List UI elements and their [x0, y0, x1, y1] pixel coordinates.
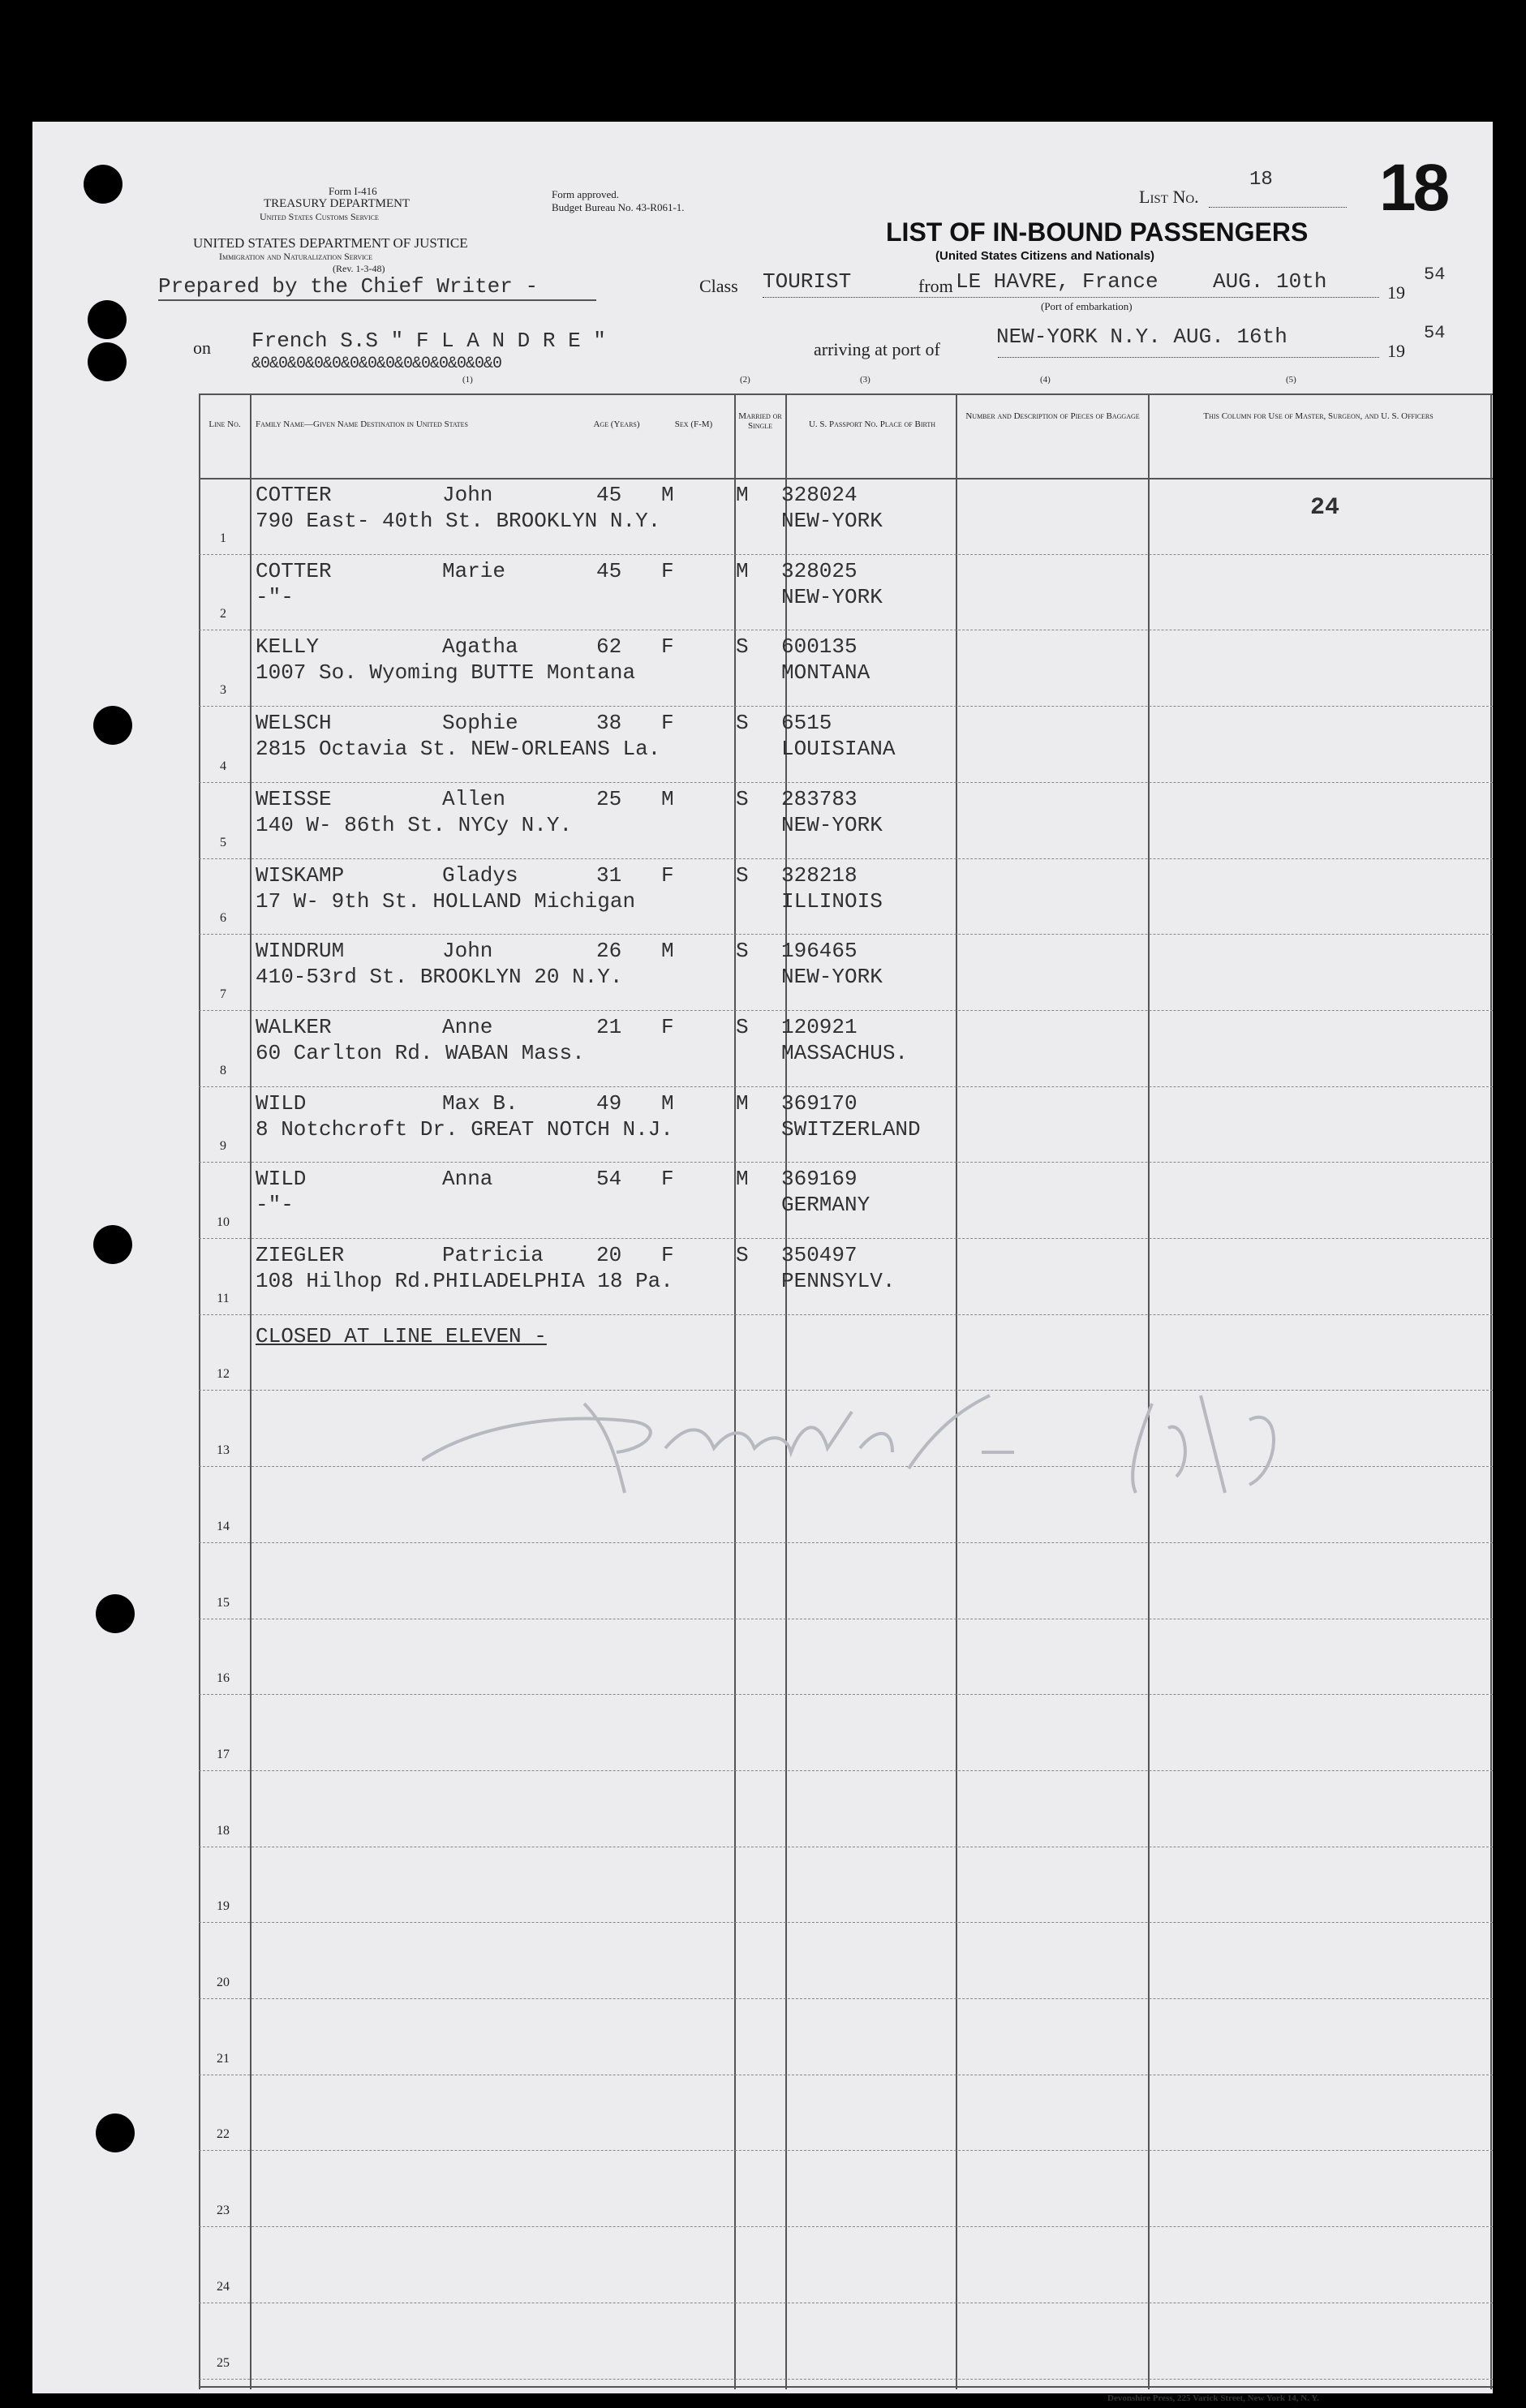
passenger-given-name: Marie [442, 558, 506, 583]
col-num-2: (2) [740, 375, 750, 385]
officer-note: 24 [1310, 494, 1340, 522]
line-number: 23 [217, 2204, 230, 2218]
punch-hole [84, 165, 123, 204]
passenger-passport: 328218 [781, 862, 858, 888]
table-top-border [199, 393, 1493, 395]
from-label: from [918, 276, 953, 296]
passenger-marital-status: S [736, 939, 749, 964]
year-prefix-1: 19 [1387, 282, 1405, 303]
passenger-sex: F [661, 634, 674, 660]
passenger-family-name: COTTER [256, 558, 332, 583]
form-subtitle: (United States Citizens and Nationals) [935, 249, 1155, 263]
passenger-birthplace: MONTANA [781, 660, 870, 686]
class-value: TOURIST [763, 269, 852, 294]
passenger-age: 25 [596, 786, 622, 811]
passenger-given-name: Patricia [442, 1243, 544, 1267]
passenger-sex: F [661, 1243, 674, 1267]
budget-bureau: Budget Bureau No. 43-R061-1. [552, 201, 685, 213]
line-number: 22 [217, 2127, 230, 2142]
passenger-sex: M [661, 1090, 674, 1116]
embarkation-label: (Port of embarkation) [1041, 300, 1133, 312]
passenger-sex: M [661, 786, 674, 811]
passenger-destination: 108 Hilhop Rd.PHILADELPHIA 18 Pa. [256, 1269, 673, 1293]
line-number: 13 [217, 1443, 230, 1458]
treasury-dept: TREASURY DEPARTMENT [264, 197, 411, 210]
passenger-passport: 120921 [781, 1014, 858, 1039]
passenger-destination: 8 Notchcroft Dr. GREAT NOTCH N.J. [256, 1116, 673, 1142]
passenger-birthplace: NEW-YORK [781, 812, 883, 837]
row-separator [199, 2379, 1493, 2380]
line-number: 16 [217, 1671, 230, 1686]
form-title: LIST OF IN-BOUND PASSENGERS [886, 217, 1309, 247]
line-number: 5 [220, 835, 226, 849]
line-number: 7 [220, 987, 226, 1001]
row-separator [199, 1542, 1493, 1544]
passenger-given-name: Anna [442, 1167, 493, 1192]
passenger-sex: F [661, 1167, 674, 1192]
passenger-family-name: KELLY [256, 634, 320, 660]
row-separator [199, 1922, 1493, 1924]
punch-hole [88, 300, 127, 339]
punch-hole [88, 342, 127, 381]
passenger-destination: 17 W- 9th St. HOLLAND Michigan [256, 888, 636, 914]
header-married: Married or Single [738, 411, 782, 431]
form-approved: Form approved. [552, 188, 620, 200]
row-separator [199, 2150, 1493, 2152]
passenger-age: 20 [596, 1243, 622, 1267]
prepared-by: Prepared by the Chief Writer - [158, 274, 539, 299]
prepared-underline [158, 299, 596, 301]
row-separator [199, 1847, 1493, 1848]
passenger-age: 31 [596, 862, 622, 888]
passenger-family-name: WISKAMP [256, 862, 345, 888]
row-separator [199, 1619, 1493, 1620]
row-separator [199, 1694, 1493, 1696]
row-separator [199, 2226, 1493, 2228]
passenger-given-name: Anne [442, 1014, 493, 1039]
list-no-large: 18 [1379, 151, 1447, 225]
line-number: 25 [217, 2355, 230, 2370]
passenger-age: 21 [596, 1014, 622, 1039]
header-bottom-border [199, 478, 1493, 479]
passenger-sex: M [661, 483, 674, 507]
line-number: 15 [217, 1595, 230, 1610]
passenger-birthplace: ILLINOIS [781, 888, 883, 914]
row-separator [199, 858, 1493, 860]
passenger-destination: 60 Carlton Rd. WABAN Mass. [256, 1040, 585, 1065]
passenger-age: 49 [596, 1090, 622, 1116]
passenger-marital-status: M [736, 1167, 749, 1192]
passenger-marital-status: S [736, 711, 749, 736]
list-no-underline [1209, 207, 1347, 208]
passenger-age: 45 [596, 558, 622, 583]
form-number: Form I-416 [329, 185, 377, 197]
passenger-given-name: John [442, 483, 493, 507]
justice-dept: UNITED STATES DEPARTMENT OF JUSTICE [193, 235, 468, 251]
row-separator [199, 554, 1493, 556]
punch-hole [93, 1225, 132, 1264]
row-separator [199, 1998, 1493, 2000]
passenger-marital-status: S [736, 1014, 749, 1039]
passenger-family-name: ZIEGLER [256, 1243, 345, 1267]
line-number: 20 [217, 1976, 230, 1989]
passenger-birthplace: NEW-YORK [781, 584, 883, 609]
passenger-destination: 1007 So. Wyoming BUTTE Montana [256, 660, 636, 686]
passenger-marital-status: M [736, 483, 749, 507]
punch-hole [96, 2113, 135, 2152]
printer-imprint: Devonshire Press, 225 Varick Street, New York 14, N. Y. [1107, 2393, 1319, 2403]
passenger-given-name: John [442, 939, 493, 964]
passenger-age: 62 [596, 634, 622, 660]
row-separator [199, 934, 1493, 935]
passenger-family-name: WILD [256, 1167, 307, 1192]
line-number: 9 [220, 1139, 226, 1154]
line-number: 21 [217, 2051, 230, 2066]
year-prefix-2: 19 [1387, 341, 1405, 361]
col-num-4: (4) [1040, 375, 1051, 385]
col-num-5: (5) [1286, 375, 1296, 385]
row-separator [199, 1162, 1493, 1163]
passenger-given-name: Gladys [442, 862, 518, 888]
from-value: LE HAVRE, France [956, 269, 1158, 294]
passenger-family-name: COTTER [256, 483, 332, 507]
line-number: 4 [220, 759, 226, 773]
passenger-sex: F [661, 711, 674, 736]
passenger-destination: -"- [256, 1193, 294, 1218]
list-no-label: List No. [1139, 187, 1199, 207]
ins-service: Immigration and Naturalization Service [219, 251, 373, 262]
arriving-label: arriving at port of [814, 339, 940, 359]
passenger-family-name: WINDRUM [256, 939, 345, 964]
ship-name: French S.S " F L A N D R E " [251, 329, 606, 353]
passenger-sex: F [661, 558, 674, 583]
passenger-age: 45 [596, 483, 622, 507]
passenger-passport: 6515 [781, 711, 832, 736]
passenger-sex: M [661, 939, 674, 964]
row-separator [199, 1238, 1493, 1240]
line-number: 10 [217, 1215, 230, 1229]
passenger-passport: 328024 [781, 483, 858, 507]
passenger-family-name: WILD [256, 1090, 307, 1116]
passenger-passport: 369170 [781, 1090, 858, 1116]
passenger-marital-status: S [736, 786, 749, 811]
passenger-birthplace: NEW-YORK [781, 509, 883, 533]
arrival-year: 54 [1424, 323, 1446, 343]
passenger-family-name: WALKER [256, 1014, 332, 1039]
line-number: 8 [220, 1063, 226, 1077]
row-separator [199, 706, 1493, 707]
passenger-sex: F [661, 1014, 674, 1039]
passenger-given-name: Max B. [442, 1090, 518, 1116]
arrival-port: NEW-YORK N.Y. AUG. 16th [996, 325, 1287, 349]
line-number: 19 [217, 1899, 230, 1914]
list-no-value: 18 [1249, 169, 1273, 191]
line-number: 1 [220, 531, 226, 545]
class-label: Class [699, 276, 738, 296]
passenger-given-name: Allen [442, 786, 506, 811]
line-number: 11 [217, 1291, 230, 1305]
line-number: 17 [217, 1747, 230, 1761]
row-separator [199, 2303, 1493, 2304]
col-num-3: (3) [860, 375, 870, 385]
punch-hole [93, 706, 132, 745]
departure-year: 54 [1424, 264, 1446, 285]
passenger-passport: 600135 [781, 634, 858, 660]
row-separator [199, 630, 1493, 631]
line-number: 2 [220, 607, 226, 621]
header-name: Family Name—Given Name Destination in United States [256, 419, 468, 429]
passenger-passport: 196465 [781, 939, 858, 964]
passenger-passport: 350497 [781, 1243, 858, 1267]
col-num-1: (1) [462, 375, 473, 385]
line-number: 24 [217, 2279, 230, 2294]
passenger-age: 38 [596, 711, 622, 736]
passenger-family-name: WEISSE [256, 786, 332, 811]
passenger-age: 54 [596, 1167, 622, 1192]
passenger-passport: 328025 [781, 558, 858, 583]
officer-signature [422, 1371, 1314, 1501]
passenger-family-name: WELSCH [256, 711, 332, 736]
header-officers: This Column for Use of Master, Surgeon, and U. S. Officers [1203, 411, 1434, 421]
passenger-given-name: Sophie [442, 711, 518, 736]
revision: (Rev. 1-3-48) [333, 263, 385, 274]
passenger-destination: 140 W- 86th St. NYCy N.Y. [256, 812, 573, 837]
closed-note: CLOSED AT LINE ELEVEN - [256, 1324, 547, 1348]
row-separator [199, 2075, 1493, 2076]
customs-service: United States Customs Service [260, 211, 379, 222]
passenger-birthplace: MASSACHUS. [781, 1040, 909, 1065]
header-sex: Sex (F-M) [674, 419, 713, 429]
class-underline [763, 297, 1379, 298]
header-line-no: Line No. [208, 419, 241, 429]
on-label: on [193, 338, 211, 358]
row-separator [199, 1314, 1493, 1316]
passenger-marital-status: S [736, 1243, 749, 1267]
row-separator [199, 782, 1493, 784]
line-number: 3 [220, 683, 226, 698]
passenger-destination: -"- [256, 584, 294, 609]
line-number: 18 [217, 1823, 230, 1838]
passenger-birthplace: GERMANY [781, 1193, 870, 1218]
header-passport: U. S. Passport No. Place of Birth [808, 419, 936, 429]
passenger-destination: 2815 Octavia St. NEW-ORLEANS La. [256, 737, 661, 762]
row-separator [199, 1086, 1493, 1088]
passenger-marital-status: S [736, 862, 749, 888]
header-age: Age (Years) [593, 419, 640, 429]
punch-hole [96, 1594, 135, 1633]
passenger-destination: 410-53rd St. BROOKLYN 20 N.Y. [256, 965, 623, 990]
line-number: 12 [217, 1367, 230, 1382]
ship-strikeout: &0&0&0&0&0&0&0&0&0&0&0&0&0&0 [251, 355, 502, 373]
arrival-underline [998, 357, 1379, 358]
row-separator [199, 1010, 1493, 1012]
passenger-passport: 369169 [781, 1167, 858, 1192]
passenger-birthplace: PENNSYLV. [781, 1269, 896, 1293]
departure-date: AUG. 10th [1213, 269, 1327, 294]
passenger-marital-status: M [736, 558, 749, 583]
passenger-age: 26 [596, 939, 622, 964]
passenger-passport: 283783 [781, 786, 858, 811]
passenger-birthplace: SWITZERLAND [781, 1116, 921, 1142]
passenger-destination: 790 East- 40th St. BROOKLYN N.Y. [256, 509, 661, 533]
passenger-birthplace: NEW-YORK [781, 965, 883, 990]
table-bottom-border [199, 2386, 1493, 2388]
passenger-birthplace: LOUISIANA [781, 737, 896, 762]
line-number: 14 [217, 1519, 230, 1533]
passenger-given-name: Agatha [442, 634, 518, 660]
header-baggage: Number and Description of Pieces of Baggage [965, 411, 1140, 421]
line-number: 6 [220, 911, 226, 926]
passenger-marital-status: S [736, 634, 749, 660]
passenger-marital-status: M [736, 1090, 749, 1116]
passenger-sex: F [661, 862, 674, 888]
row-separator [199, 1770, 1493, 1772]
